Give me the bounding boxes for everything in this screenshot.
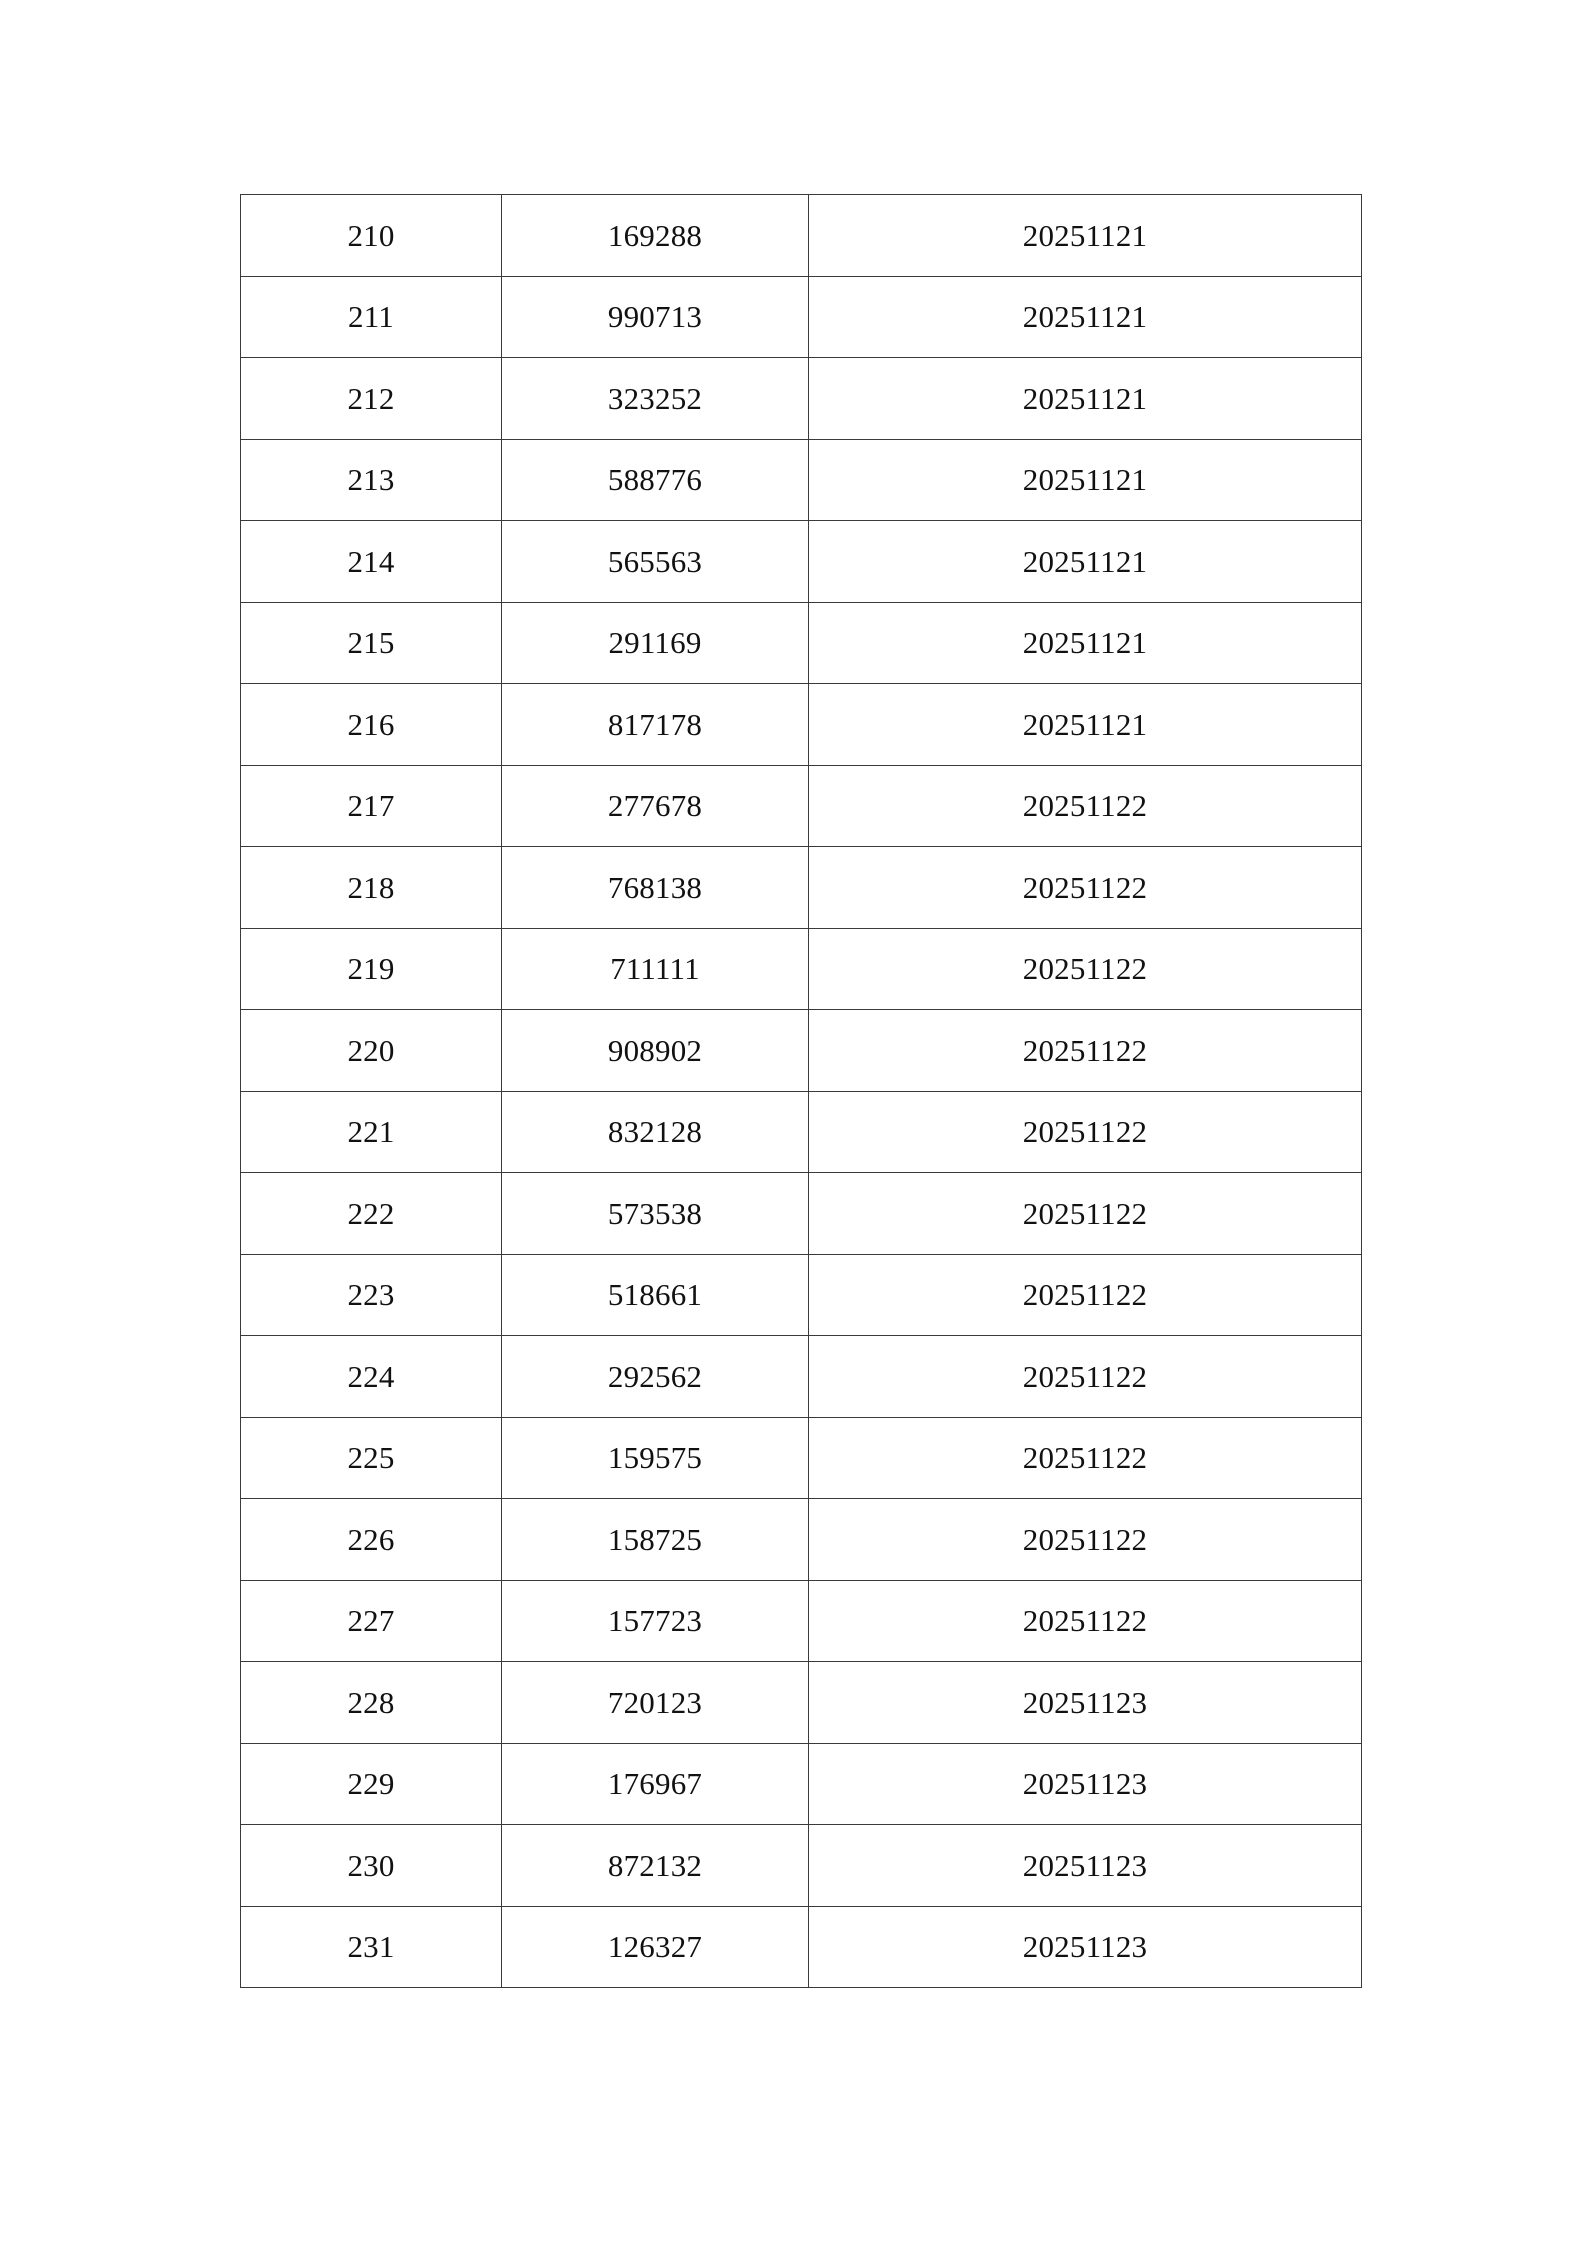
row-index-cell: 228 (241, 1662, 502, 1744)
code-cell: 157723 (502, 1580, 809, 1662)
row-index-cell: 210 (241, 195, 502, 277)
row-index-cell: 222 (241, 1173, 502, 1255)
table-row (241, 1254, 1362, 1336)
date-cell: 20251121 (809, 602, 1362, 684)
date-cell: 20251122 (809, 1580, 1362, 1662)
code-cell: 720123 (502, 1662, 809, 1744)
code-cell: 565563 (502, 521, 809, 603)
date-cell: 20251121 (809, 521, 1362, 603)
date-cell: 20251121 (809, 195, 1362, 277)
code-cell: 176967 (502, 1743, 809, 1825)
date-cell: 20251122 (809, 1010, 1362, 1092)
date-cell: 20251121 (809, 684, 1362, 766)
row-index-cell: 211 (241, 276, 502, 358)
table-row (241, 439, 1362, 521)
row-index-cell: 226 (241, 1499, 502, 1581)
code-cell: 573538 (502, 1173, 809, 1255)
row-index-cell: 218 (241, 847, 502, 929)
row-index-cell: 231 (241, 1906, 502, 1988)
table-row (241, 276, 1362, 358)
table-row (241, 1825, 1362, 1907)
table-row (241, 1906, 1362, 1988)
code-cell: 908902 (502, 1010, 809, 1092)
date-cell: 20251123 (809, 1662, 1362, 1744)
row-index-cell: 214 (241, 521, 502, 603)
table-row (241, 847, 1362, 929)
date-cell: 20251123 (809, 1906, 1362, 1988)
date-cell: 20251122 (809, 765, 1362, 847)
row-index-cell: 213 (241, 439, 502, 521)
table-row (241, 358, 1362, 440)
row-index-cell: 230 (241, 1825, 502, 1907)
table-row (241, 1580, 1362, 1662)
code-cell: 292562 (502, 1336, 809, 1418)
table-row (241, 684, 1362, 766)
row-index-cell: 225 (241, 1417, 502, 1499)
table-row (241, 1336, 1362, 1418)
code-cell: 711111 (502, 928, 809, 1010)
row-index-cell: 217 (241, 765, 502, 847)
row-index-cell: 216 (241, 684, 502, 766)
date-cell: 20251122 (809, 1173, 1362, 1255)
date-cell: 20251122 (809, 928, 1362, 1010)
row-index-cell: 220 (241, 1010, 502, 1092)
code-cell: 768138 (502, 847, 809, 929)
table-row (241, 602, 1362, 684)
date-cell: 20251121 (809, 439, 1362, 521)
date-cell: 20251123 (809, 1825, 1362, 1907)
row-index-cell: 221 (241, 1091, 502, 1173)
code-cell: 277678 (502, 765, 809, 847)
code-cell: 872132 (502, 1825, 809, 1907)
date-cell: 20251123 (809, 1743, 1362, 1825)
code-cell: 323252 (502, 358, 809, 440)
date-cell: 20251121 (809, 276, 1362, 358)
code-cell: 291169 (502, 602, 809, 684)
code-cell: 126327 (502, 1906, 809, 1988)
date-cell: 20251122 (809, 1254, 1362, 1336)
date-cell: 20251121 (809, 358, 1362, 440)
date-cell: 20251122 (809, 1091, 1362, 1173)
table-row (241, 1662, 1362, 1744)
table-row (241, 195, 1362, 277)
date-cell: 20251122 (809, 1499, 1362, 1581)
code-cell: 990713 (502, 276, 809, 358)
row-index-cell: 227 (241, 1580, 502, 1662)
table-row (241, 1499, 1362, 1581)
code-cell: 169288 (502, 195, 809, 277)
code-cell: 518661 (502, 1254, 809, 1336)
row-index-cell: 212 (241, 358, 502, 440)
row-index-cell: 229 (241, 1743, 502, 1825)
date-cell: 20251122 (809, 847, 1362, 929)
table-row (241, 521, 1362, 603)
table-body (241, 195, 1362, 1988)
row-index-cell: 224 (241, 1336, 502, 1418)
row-index-cell: 223 (241, 1254, 502, 1336)
table-row (241, 928, 1362, 1010)
table-row (241, 1010, 1362, 1092)
row-index-cell: 219 (241, 928, 502, 1010)
code-cell: 832128 (502, 1091, 809, 1173)
table-row (241, 1417, 1362, 1499)
code-cell: 159575 (502, 1417, 809, 1499)
date-cell: 20251122 (809, 1336, 1362, 1418)
table-row (241, 1173, 1362, 1255)
code-cell: 817178 (502, 684, 809, 766)
date-cell: 20251122 (809, 1417, 1362, 1499)
row-index-cell: 215 (241, 602, 502, 684)
table-row (241, 765, 1362, 847)
table-row (241, 1091, 1362, 1173)
code-cell: 158725 (502, 1499, 809, 1581)
table-row (241, 1743, 1362, 1825)
data-table (240, 194, 1362, 1988)
code-cell: 588776 (502, 439, 809, 521)
